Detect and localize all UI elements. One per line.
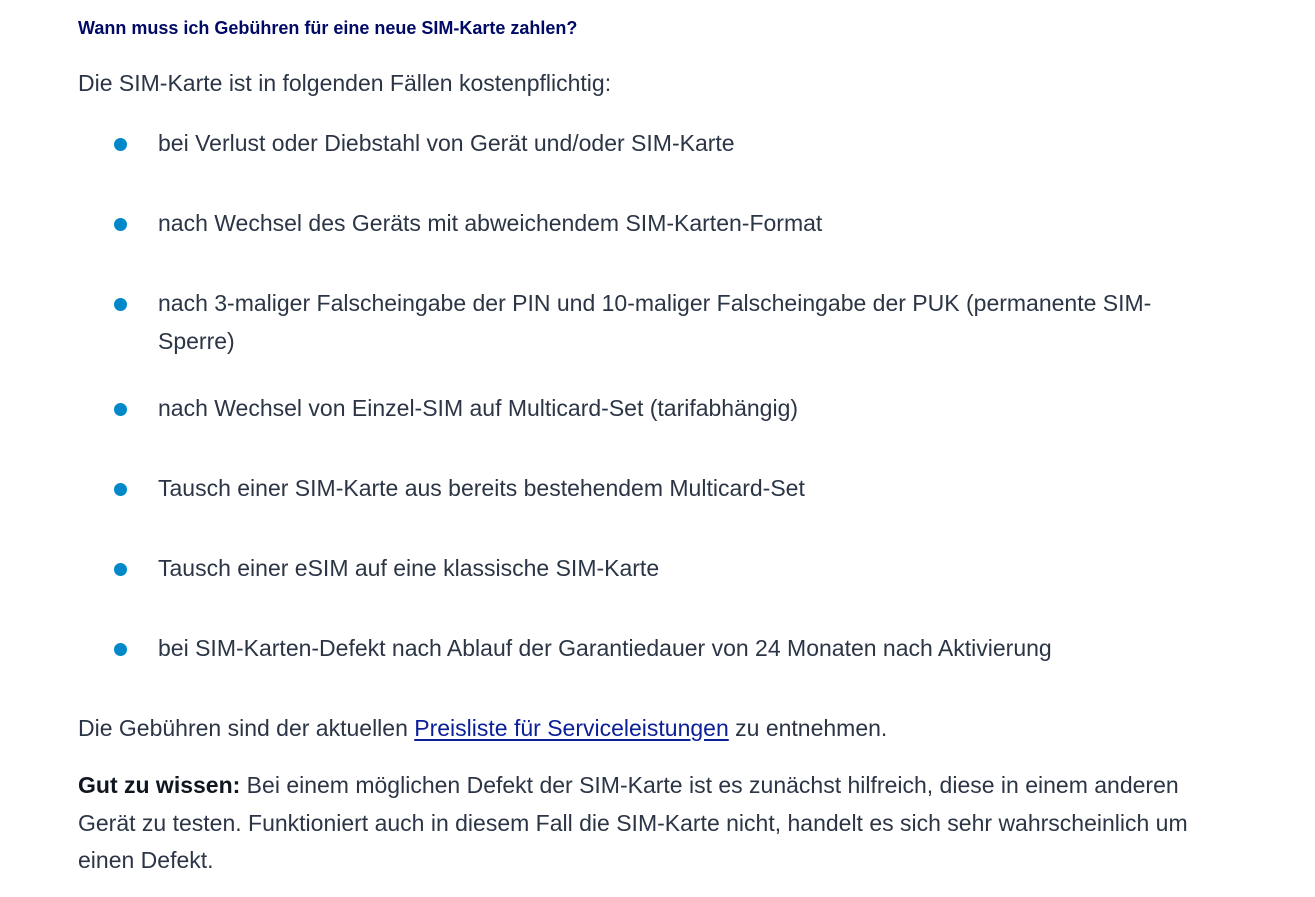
fees-note-after: zu entnehmen. xyxy=(728,715,888,741)
good-to-know-note xyxy=(78,767,1208,880)
list-item-text: nach Wechsel von Einzel-SIM auf Multicard-Set (tarifabhängig) xyxy=(158,395,799,421)
list-item xyxy=(78,284,1208,360)
faq-question-heading: Wann muss ich Gebühren für eine neue SIM-Karte zahlen? xyxy=(78,18,578,38)
bullet-dot-icon xyxy=(114,218,127,231)
list-item-text: Tausch einer SIM-Karte aus bereits bestehendem Multicard-Set xyxy=(158,475,805,501)
list-item-text: nach Wechsel des Geräts mit abweichendem SIM-Karten-Format xyxy=(158,210,823,236)
list-item xyxy=(78,469,1208,507)
list-item xyxy=(78,549,1208,587)
faq-answer xyxy=(78,14,1208,880)
list-item xyxy=(78,124,1208,162)
bullet-dot-icon xyxy=(114,138,127,151)
bullet-dot-icon xyxy=(114,483,127,496)
list-item-text: bei Verlust oder Diebstahl von Gerät und/oder SIM-Karte xyxy=(158,130,735,156)
list-item-text: Tausch einer eSIM auf eine klassische SIM-Karte xyxy=(158,555,660,581)
bullet-dot-icon xyxy=(114,563,127,576)
list-item xyxy=(78,629,1208,667)
list-item-text: nach 3-maliger Falscheingabe der PIN und 10-maliger Falscheingabe der PUK (permanente SIM-Sperre) xyxy=(158,290,1152,354)
bullet-dot-icon xyxy=(114,298,127,311)
list-item xyxy=(78,204,1208,242)
bullet-dot-icon xyxy=(114,403,127,416)
good-to-know-label: Gut zu wissen: xyxy=(78,772,241,798)
good-to-know-text: Bei einem möglichen Defekt der SIM-Karte ist es zunächst hilfreich, diese in einem anderen Gerät zu testen. Funktioniert auch in diesem Fall die SIM-Karte nicht, handelt es sich sehr wahrscheinlich um einen Defekt. xyxy=(78,772,1188,873)
fees-note xyxy=(78,709,1208,747)
list-item-text: bei SIM-Karten-Defekt nach Ablauf der Garantiedauer von 24 Monaten nach Aktivierung xyxy=(158,635,1052,661)
intro-text: Die SIM-Karte ist in folgenden Fällen kostenpflichtig: xyxy=(78,70,612,96)
fees-note-before: Die Gebühren sind der aktuellen xyxy=(78,715,415,741)
bullet-dot-icon xyxy=(114,643,127,656)
fee-case-list xyxy=(78,124,1208,667)
list-item xyxy=(78,389,1208,427)
price-list-link[interactable]: Preisliste für Serviceleistungen xyxy=(414,715,729,741)
